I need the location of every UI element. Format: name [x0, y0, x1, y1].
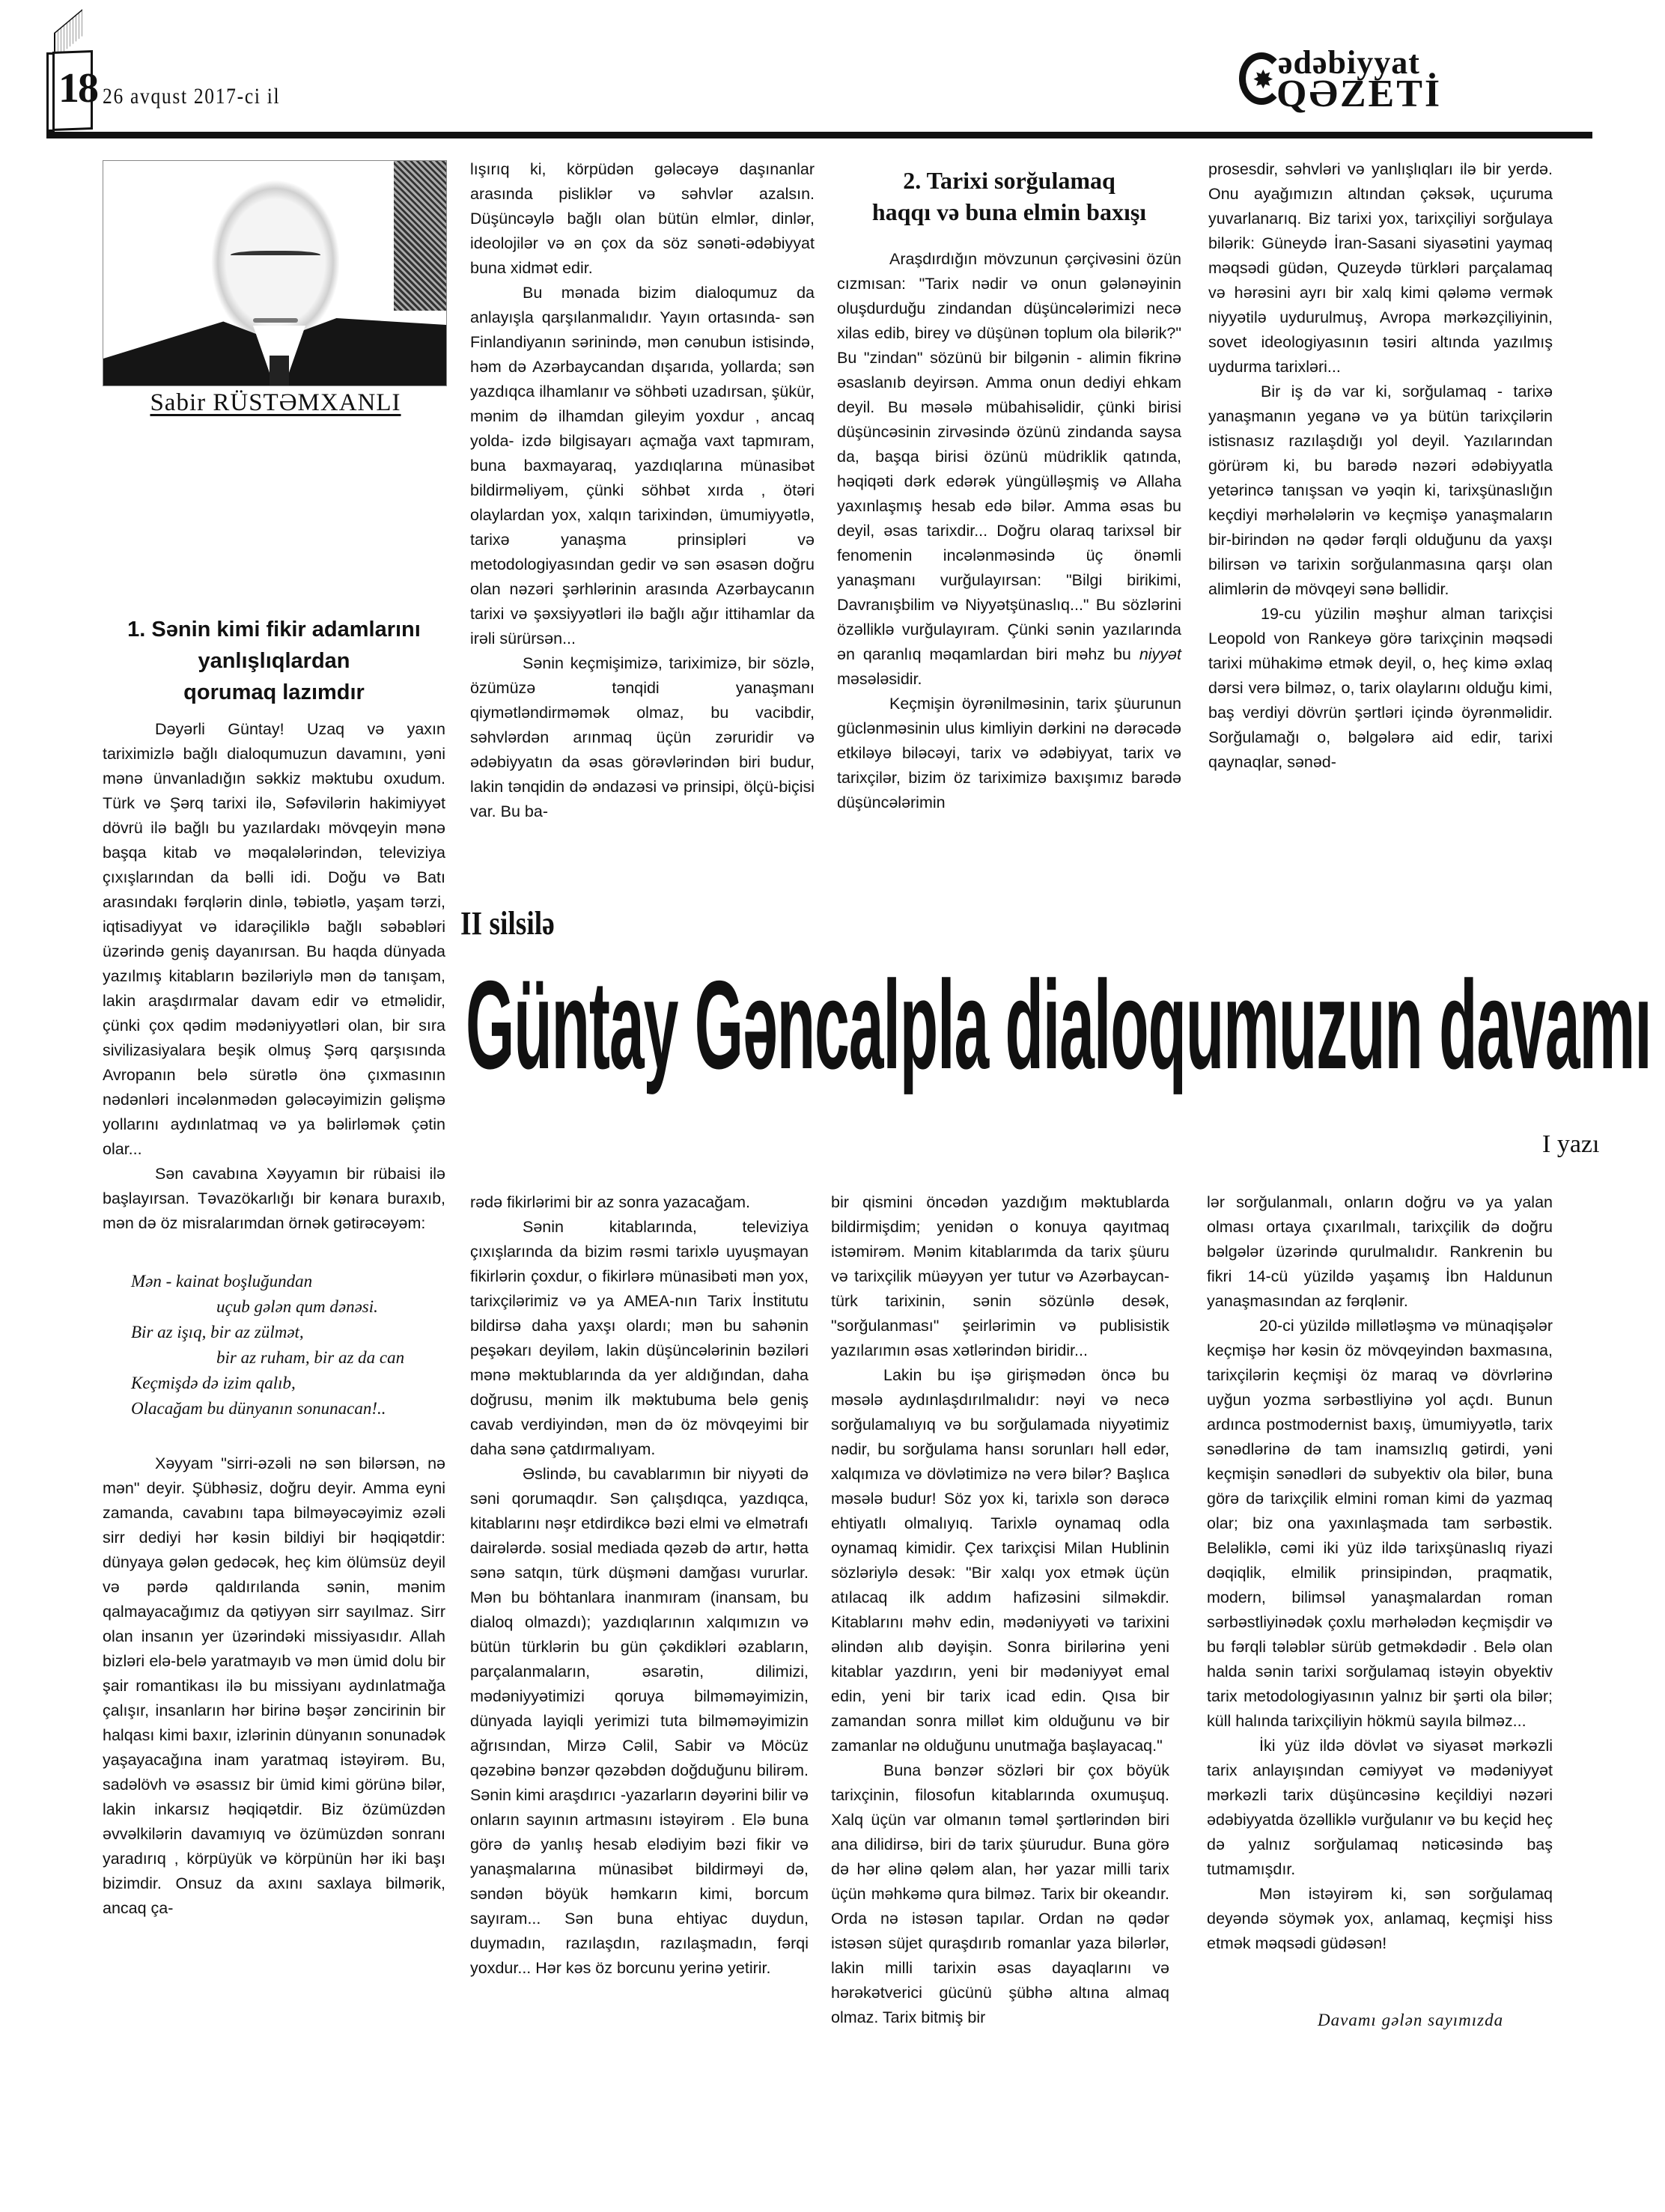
newspaper-masthead	[1239, 44, 1443, 115]
masthead-word-qezeti: QƏZETİ	[1276, 73, 1443, 115]
paragraph: Buna bənzər sözləri bir çox böyük tarixçinin, filosofun kitablarında oxumuşuq. Xalq üçün var olmanın təməl şərtlərindən biri ana dilidirsə, biri də tarix şüurudur. Buna görə də hər əlinə qələm alan, hər yazar milli tarix üçün məhkəmə qura bilməz. Tarix bir okeandır. Orda nə istəsən tapılar. Ordan nə qədər istəsən süjet quraşdırıb romanlar yaza bilərlər, lakin milli tarixin əsas dayaqlarını və hərəkətverici gücünü şübhə altına almaq olmaz. Tarix bitmiş bir	[831, 1761, 1169, 2026]
paragraph: lışırıq ki, körpüdən gələcəyə daşınanlar arasında pisliklər və səhvlər azalsın. Düşüncəylə bağlı olan bütün elmlər, dinlər, ideolojilər və ən çox da söz sənəti-ədəbiyyat buna xidmət edir.	[470, 160, 815, 277]
heading-line: haqqı və buna elmin baxışı	[871, 198, 1147, 225]
paragraph: 20-ci yüzildə millətləşmə və münaqişələr keçmişə hər kəsin öz mövqeyindən baxmasına, tarixçilərin keçmişi öz maraq və dövrlərinə uyğun yozma sərbəstliyinə yol açdı. Bunun ardınca postmodernist baxış, ümumiyyətlə, tarix sənədlərinə də tam inamsızlıq gətirdi, yəni keçmişin sənədləri də subyektiv ola bilər, buna görə də tarixçilik elmini roman kimi də yazmaq olar; biz ona yaxınlaşmada tam sərbəstik. Beləliklə, cəmi iki yüz ildə tarixşünaslıq riyazi dəqiqlik, elmilik prinsipindən, praqmatik, modern, bilimsəl yanaşmalardan roman sərbəstliyinədək çoxlu mərhələdən keçmişdir və bu fərqli tələblər sürüb getməkdədir . Belə olan halda sənin tarixi sorğulamaq istəyin obyektiv tarix metodologiyasının yalnız bir şərti ola bilər; küll halında tarixçiliyin hökmü sayıla bilməz...	[1207, 1317, 1553, 1730]
column-3-bottom	[831, 1190, 1169, 2030]
heading-line: 2. Tarixi sorğulamaq	[903, 167, 1115, 194]
heading-line: yanlışlıqlardan	[198, 649, 350, 673]
poem	[103, 1269, 445, 1422]
paragraph: prosesdir, səhvləri və yanlışlıqları ilə bir yerdə. Onu ayağımızın altından çəksək, uçuruma yuvarlanarıq. Biz tarixi yox, tarixçiliyi sorğulaya bilərik: Güneydə İran-Sasani siyasətini yaymaq məqsədi güdən, Quzeydə türkləri parçalamaq və hərəsini ayrı bir xalq kimi qələmə vermək niyyətilə uydurulmuş, Avropa mərkəzçiliyinin, sovet ideologiyasının təsiri altında yazılmış uydurma tarixləri...	[1208, 160, 1553, 376]
section-1-heading	[103, 614, 445, 708]
text: Araşdırdığın mövzunun çərçivəsini özün cızmısan: "Tarix nədir və onun gələnəyinin oluşdurduğu zindandan düşüncələrimizi necə xilas edib, birey və düşünən toplum ola bilərik?" Bu "zindan" sözünü bir bilgənin - alimin fikrinə əsaslanıb deyirsən. Amma onun dediyi ehkam deyil. Bu məsələ mübahisəlidir, çünki birisi düşüncəsinin zirvəsində özünü zindanda saysa da, başqa birisi özünü müdriklik qatında, həqiqəti dərk edərək yüngülləşmiş və Allaha yaxınlaşmış hesab edə bilər. Amma əsas bu deyil, əsas tarixdir... Doğru olaraq tarixsəl bir fenomenin incələnməsində üç önəmli yanaşmanı vurğulayırsan: "Bilgi birikimi, Davranışbilim və Niyyətşünaslıq..." Bu sözlərini özəlliklə vurğulayıram. Çünki sənin yazılarında ən qaranlıq məqamlardan biri məhz bu	[837, 250, 1181, 663]
part-label: I yazı	[1542, 1130, 1600, 1158]
paragraph: Sənin kitablarında, televiziya çıxışlarında da bizim rəsmi tarixlə uyuşmayan fikirlərin çoxdur, o fikirlərə münasibəti mən yox, tarixçilərimiz və ya AMEA-nın Tarix İnstitutu bildirsə daha yaxşı olardı; mən bu sahənin peşəkarı deyiləm, lakin düşüncələrinin bəziləri mənə məktublarında da yer aldığından, daha doğrusu, mənim ilk məktubuma belə geniş cavab verdiyindən, mən də öz mövqeyimi bir daha sənə çatdırmalıyam.	[470, 1218, 809, 1458]
masthead-word-edebiyyat: ədəbiyyat	[1278, 44, 1420, 81]
poem-line: Keçmişdə də izim qalıb,	[131, 1374, 296, 1392]
emphasis: niyyət	[1139, 645, 1181, 663]
poem-line: Olacağam bu dünyanın sonunacan!..	[131, 1399, 386, 1418]
paragraph: Keçmişin öyrənilməsinin, tarix şüurunun güclənməsinin ulus kimliyin dərkini nə dərəcədə etkiləyə biləcəyi, tarix və ədəbiyyat, tarix və tarixçilər, bizim öz tariximizə baxışımız barədə düşüncələrimin	[837, 695, 1181, 811]
paragraph: Bu mənada bizim dialoqumuz da anlayışla qarşılanmalıdır. Yayın ortasında- sən Finlandiyanın sərinində, mən cənubun istisində, həm də Azərbaycandan dışarıda, yollarda; sən yazdıqca ilhamlanır və söhbəti uzadırsan, şükür, mənim də ilhamdan gileyim yoxdur , ancaq yolda- izdə bilgisayarı açmağa vaxt tapmıram, buna baxmayaraq, yazdıqlarına münasibət bildirməliyəm, çünki söhbət xırda , ötəri olaylardan yox, xalqın tarixindən, ümumiyyətlə, tarixə yanaşma prinsipləri və metodologiyasından gedir və sən əsasən doğru olan nəzəri şərhlərinin arasında Azərbaycanın tarixi və şəxsiyyətləri ilə bağlı ağır ittihamlar da irəli sürürsən...	[470, 284, 815, 648]
text: məsələsidir.	[837, 670, 922, 688]
paragraph: Sən cavabına Xəyyamın bir rübaisi ilə başlayırsan. Təvazökarlığı bir kənara buraxıb, mən də öz misralarımdan örnək gətirəcəyəm:	[103, 1165, 445, 1232]
column-4-bottom	[1207, 1190, 1553, 1956]
section-2-heading	[837, 165, 1181, 228]
author-name: Sabir RÜSTƏMXANLI	[150, 389, 401, 416]
paragraph: lər sorğulanmalı, onların doğru və ya yalan olması ortaya çıxarılmalı, tarixçilik də doğru bəlgələr üzərində qurulmalıdır. Rankrenin bu fikri 14-cü yüzildə yaşamış İbn Haldunun yanaşmasından az fərqlənir.	[1207, 1193, 1553, 1310]
paragraph: Sənin keçmişimizə, tariximizə, bir sözlə, özümüzə tənqidi yanaşmanı qiymətləndirməmək olmaz, bu vacibdir, səhvlərdən arınmaq üçün zəruridir və ədəbiyyatın da əsas görəvlərindən biri budur, lakin tənqidin də əndazəsi və prinsipi, ölçü-biçisi var. Bu ba-	[470, 654, 815, 820]
paragraph: Əslində, bu cavablarımın bir niyyəti də səni qorumaqdır. Sən çalışdıqca, yazdıqca, kitablarını nəşr etdirdikcə bəzi elmi və elmətrafı dairələrdə. sosial mediada qəzəb də artır, hətta sənə satqın, türk düşməni damğası vururlar. Mən bu böhtanlara inanmıram (inansam, bu dialoq olmazdı); yazdıqlarının xalqımızın və bütün türklərin bu gün çəkdikləri əzabların, parçalanmaların, əsarətin, dilimizi, mədəniyyətimizi qoruya bilməməyimizin, dünyada layiqli yerimizi tuta bilməməyimizin ağrısından, Mirzə Cəlil, Sabir və Möcüz qəzəbinə bənzər qəzəbdən doğduğunu bilirəm. Sənin kimi araşdırıcı -yazarların dəyərini bilir və onların sayının artmasını istəyirəm . Elə buna görə də yanlış hesab elədiyim bəzi fikir və yanaşmalarına münasibət bildirməyi də, səndən böyük həmkarın kimi, borcum sayıram... Sən buna ehtiyac duydun, duymadın, razılaşdın, razılaşmadın, fərqi yoxdur... Hər kəs öz borcunu yerinə yetirir.	[470, 1465, 809, 1977]
heading-line: 1. Sənin kimi fikir adamlarını	[127, 618, 421, 642]
paragraph: rədə fikirlərimi bir az sonra yazacağam.	[470, 1193, 750, 1211]
paragraph: Lakin bu işə girişmədən öncə bu məsələ aydınlaşdırılmalıdır: nəyi və necə sorğulamalıyıq və bu sorğulamada niyyətimiz nədir, bu sorğulama hansı sorunları həll edər, xalqımıza və dövlətimizə nə verə bilər? Başlıca məsələ budur! Söz yox ki, tarixlə son dərəcə ehtiyatlı olmalıyıq. Tarixlə oynamaq odla oynamaq kimidir. Çex tarixçisi Milan Hublinin sözləriylə desək: "Bir xalqı yox etmək üçün atılacaq ilk addım hafizəsini silməkdir. Kitablarını məhv edin, mədəniyyəti və tarixini əlindən alıb dəyişin. Sonra birilərinə yeni kitablar yazdırın, yeni bir mədəniyyət emal edin, yeni bir tarix icad edin. Qısa bir zamandan sonra millət kim olduğunu və bir zamanlar nə olduğunu unutmağa başlayacaq."	[831, 1366, 1169, 1755]
paragraph: bir qismini öncədən yazdığım məktublarda bildirmişdim; yenidən o konuya qayıtmaq istəmirəm. Mənim kitablarımda da tarix şüuru və tarixçilik müəyyən yer tutur və Azərbaycan-türk tarixinin, sənin sözünlə desək, "sorğulanması" şeirlərimin və publisistik yazılarımın əsas xətlərindən biridir...	[831, 1193, 1169, 1359]
article-title: Güntay Gəncalpla dialoqumuzun davamı	[466, 954, 1652, 1095]
poem-line: uçub gələn qum dənəsi.	[216, 1297, 378, 1316]
poem-line: Mən - kainat boşluğundan	[131, 1272, 313, 1291]
page-number: 18	[58, 65, 97, 112]
paragraph: Xəyyam "sirri-əzəli nə sən bilərsən, nə mən" deyir. Şübhəsiz, doğru deyir. Amma eyni zamanda, cavabını tapa bilməyəcəyimiz əzəli sirr dediyi hər kəsin bildiyi bir həqiqətdir: dünyaya gələn gedəcək, heç kim ölümsüz deyil və pərdə qaldırılanda sənin, mənim qalmayacağımız da qətiyyən sirr sayılmaz. Sirr olan insanın yer üzərindəki missiyasıdır. Allah bizləri elə-belə yaratmayıb və mən ümid dolu bir şair romantikası ilə bu missiyanı aydınlatmağa çalışır, insanların hər birinə bəşər zəncirinin bir halqası kimi baxır, izlərinin dünyanın sonunadək yaşayacağına inam yaratmaq istəyirəm. Bu, sadəlövh və əsassız bir ümid kimi görünə bilər, lakin inkarsız həqiqətdir. Biz özümüzdən əvvəlkilərin davamıyıq və özümüzdən sonranı yaradırıq , körpüyük və körpünün hər iki başı bizimdir. Onsuz da axını saxlaya bilmərik, ancaq ça-	[103, 1454, 445, 1917]
paragraph	[837, 247, 1181, 692]
paragraph: İki yüz ildə dövlət və siyasət mərkəzli tarix anlayışından cəmiyyət və mədəniyyət mərkəzli tarix düşüncəsinə keçildiyi nəzəri ədəbiyyatda özəlliklə vurğulanır və bu keçid heç də yalnız sorğulamaq nəticəsində baş tutmamışdır.	[1207, 1737, 1553, 1878]
continued-note: Davamı gələn sayımızda	[1318, 2011, 1504, 2029]
author-photo	[103, 160, 447, 386]
star-icon: ✸	[1252, 66, 1274, 94]
column-4-top	[1208, 157, 1553, 775]
issue-date: 26 avqust 2017-ci il	[103, 84, 281, 109]
paragraph: Mən istəyirəm ki, sən sorğulamaq deyəndə söymək yox, anlamaq, keçmişi hiss etmək məqsədi güdəsən!	[1207, 1885, 1553, 1952]
header-divider	[46, 132, 1592, 138]
column-1-body	[103, 717, 445, 1921]
paragraph: Bir iş də var ki, sorğulamaq - tarixə yanaşmanın yeganə və ya bütün tarixçilərin istisnasız razılaşdığı yol deyil. Yazılarından görürəm ki, bu barədə nəzəri ədəbiyyatla yetərincə tanışsan və yəqin ki, tarixşünaslığın keçdiyi mərhələlərin və keçmişə yanaşmaların bir-birindən nə qədər fərqli olduğunu da yaxşı bilirsən və tarixin sorğulanmasına qarşı olan alimlərin də mövqeyi sənə bəllidir.	[1208, 383, 1553, 598]
series-label: II silsilə	[460, 905, 555, 942]
column-2-bottom	[470, 1190, 809, 1981]
column-3-top	[837, 247, 1181, 815]
poem-line: bir az ruham, bir az da can	[216, 1348, 405, 1367]
heading-line: qorumaq lazımdır	[183, 680, 365, 704]
paragraph: 19-cu yüzilin məşhur alman tarixçisi Leopold von Rankeyə görə tarixçinin məqsədi tarixi mühakimə etmək deyil, o, heç kimə əxlaq dərsi verə bilməz, o, tarix olaylarını olduğu kimi, baş verdiyi dövrün şərtləri içində öyrənməlidir. Sorğulamağı o, bəlgələrə aid edir, tarixi qaynaqlar, sənəd-	[1208, 605, 1553, 771]
poem-line: Bir az işıq, bir az zülmət,	[131, 1323, 304, 1341]
paragraph: Dəyərli Güntay! Uzaq və yaxın tariximizlə bağlı dialoqumuzun davamını, yəni mənə ünvanladığın səkkiz məktubu oxudum. Türk və Şərq tarixi ilə, Səfəvilərin hakimiyyət dövrü ilə bağlı bu yazılardakı mövqeyin mənə başqa kitab və məqalələrindən, televiziya çıxışlarından da bəlli idi. Doğu və Batı arasındakı fərqlərin dinlə, təbiətlə, yaşam tərzi, iqtisadiyyat və idarəçiliklə bağlı səbəbləri üzərində geniş dayanırsan. Bu haqda dünyada yazılmış kitabların bəziləriylə mən də tanışam, lakin araşdırmalar davam edir və etməlidir, çünki çox qədim mədəniyyətləri olan, bir sıra sivilizasiyalara beşik olmuş Şərq qarşısında Avropanın belə sürətlə önə çıxmasının nədənləri incələnmədən gələcəyimizin gəlişmə yollarını aydınlatmaq və ya bəlirləmək çətin olar...	[103, 720, 445, 1158]
column-2-top	[470, 157, 815, 824]
